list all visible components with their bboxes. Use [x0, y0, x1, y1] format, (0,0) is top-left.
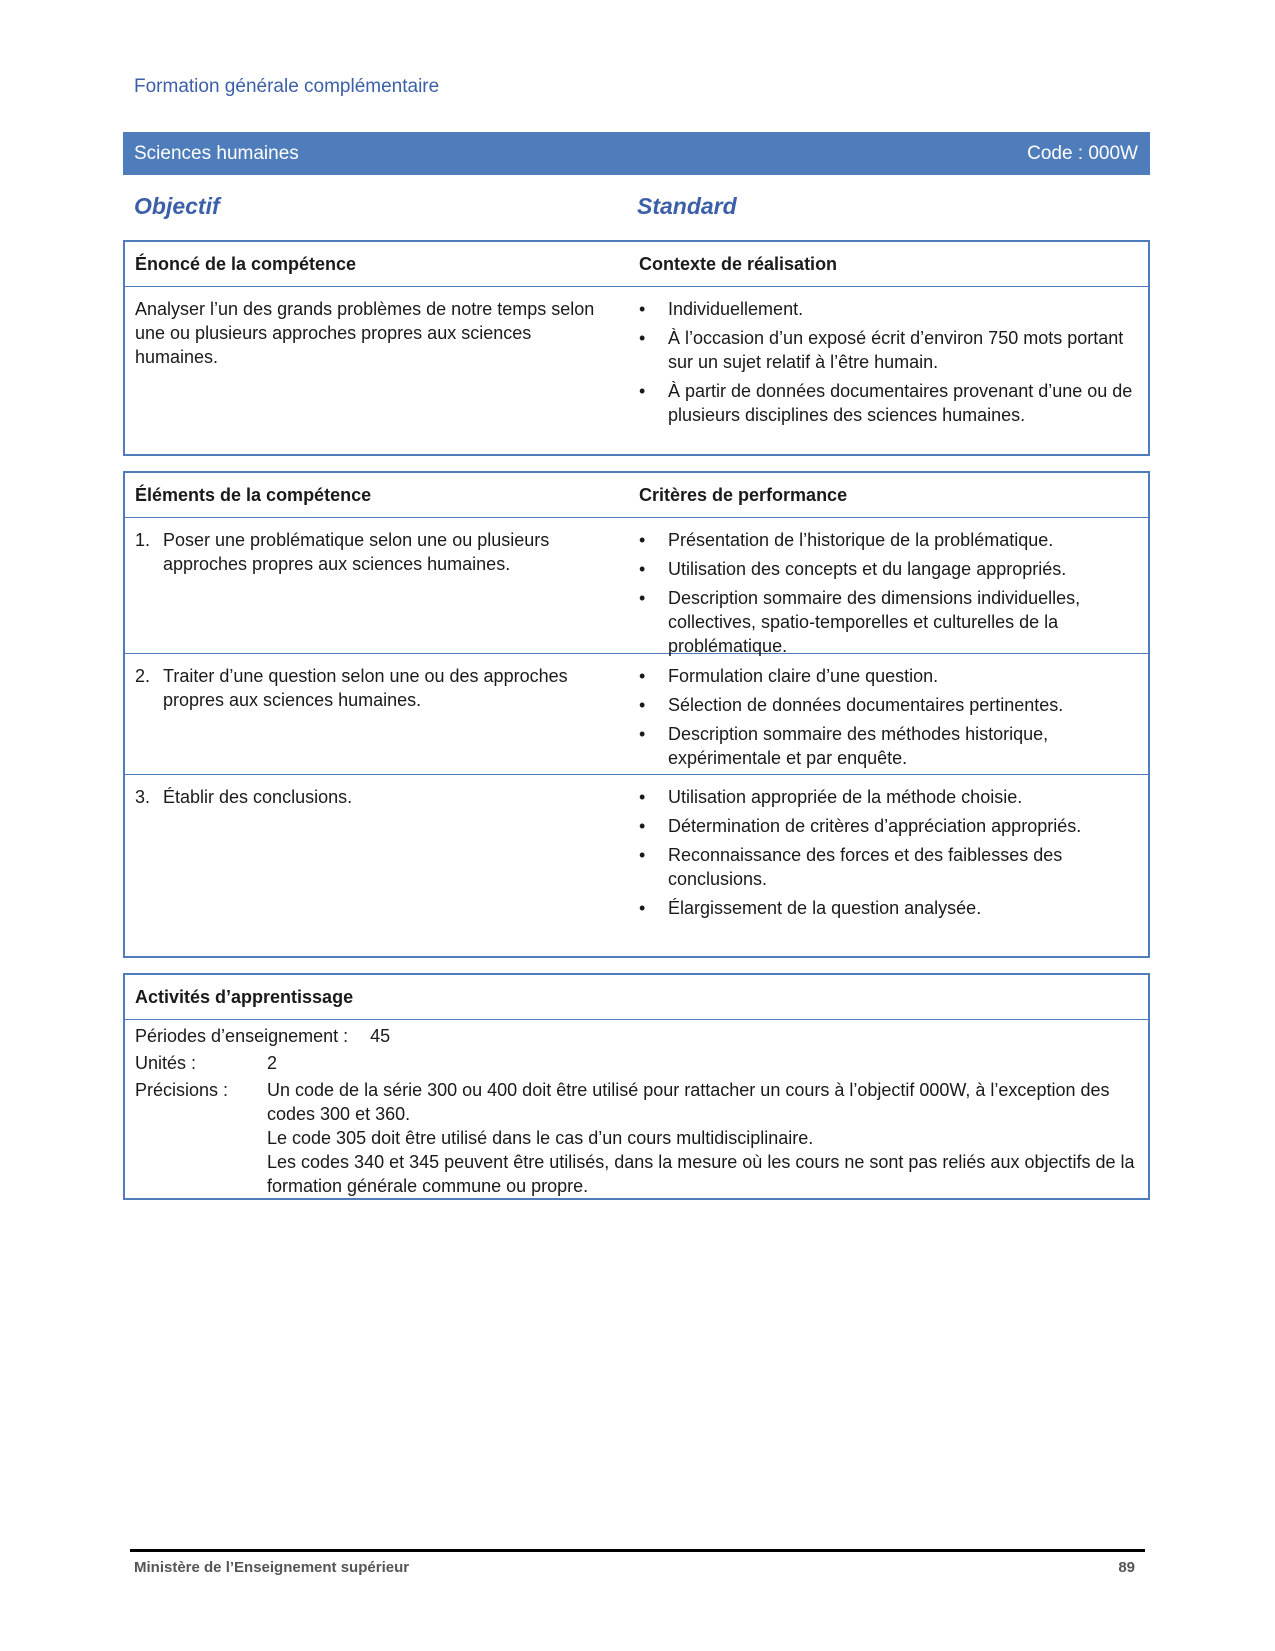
- element-text: 3. Établir des conclusions.: [135, 787, 353, 807]
- discipline-title: Sciences humaines: [134, 142, 299, 164]
- element-row: [125, 654, 1148, 775]
- units-value: 2: [267, 1053, 278, 1073]
- criterion: • Présentation de l’historique de la problématique.: [639, 528, 1136, 552]
- precisions-label: Précisions :: [135, 1080, 229, 1100]
- criteria-heading: Critères de performance: [639, 484, 848, 505]
- periods-value: 45: [370, 1026, 391, 1046]
- criterion: • Détermination de critères d’appréciation appropriés.: [639, 814, 1136, 838]
- element-number: 2.: [135, 666, 151, 686]
- periods-label: Périodes d’enseignement :: [135, 1026, 349, 1046]
- criterion: • Formulation claire d’une question.: [639, 664, 1136, 688]
- competence-row: [125, 287, 1148, 438]
- criterion: • Utilisation appropriée de la méthode choisie.: [639, 785, 1136, 809]
- activities-box-header: [125, 975, 1148, 1020]
- criterion: • Description sommaire des méthodes historique, expérimentale et par enquête.: [639, 722, 1136, 770]
- footer-ministry: Ministère de l’Enseignement supérieur: [134, 1559, 410, 1576]
- precision-text: Les codes 340 et 345 peuvent être utilisés, dans la mesure où les cours ne sont pas reliés aux objectifs de la formation générale commune ou propre.: [267, 1152, 1135, 1196]
- periods-line: [125, 1024, 1148, 1048]
- precision-text: Un code de la série 300 ou 400 doit être utilisé pour rattacher un cours à l’objectif 000W, à l’exception des codes 300 et 360.: [267, 1080, 1110, 1124]
- element-text: 1. Poser une problématique selon une ou plusieurs approches propres aux sciences humaines.: [135, 530, 550, 574]
- discipline-band: [123, 132, 1150, 175]
- context-list: [639, 297, 1136, 427]
- elements-box-header: [125, 473, 1148, 518]
- units-label: Unités :: [135, 1053, 197, 1073]
- program-title: Formation générale complémentaire: [134, 76, 440, 97]
- element-number: 3.: [135, 787, 151, 807]
- element-number: 1.: [135, 530, 151, 550]
- competence-heading: Énoncé de la compétence: [135, 253, 357, 274]
- course-code: Code : 000W: [1027, 142, 1138, 164]
- criteria-list: [639, 664, 1136, 770]
- criterion: • Reconnaissance des forces et des faiblesses des conclusions.: [639, 843, 1136, 891]
- context-item: • À l’occasion d’un exposé écrit d’environ 750 mots portant sur un sujet relatif à l’être humain.: [639, 326, 1136, 374]
- context-heading: Contexte de réalisation: [639, 253, 838, 274]
- footer-rule: [130, 1549, 1145, 1552]
- standard-heading: Standard: [637, 193, 737, 219]
- element-row: [125, 518, 1148, 654]
- criteria-list: [639, 785, 1136, 920]
- context-item: • À partir de données documentaires provenant d’une ou de plusieurs disciplines des sciences humaines.: [639, 379, 1136, 427]
- criterion: • Sélection de données documentaires pertinentes.: [639, 693, 1136, 717]
- precision-text: Le code 305 doit être utilisé dans le cas d’un cours multidisciplinaire.: [267, 1128, 814, 1148]
- precisions-line: [125, 1078, 1148, 1198]
- competence-statement: Analyser l’un des grands problèmes de notre temps selon une ou plusieurs approches propres aux sciences humaines.: [135, 299, 595, 367]
- activities-heading: Activités d’apprentissage: [135, 986, 354, 1007]
- elements-box: [123, 471, 1150, 958]
- elements-heading: Éléments de la compétence: [135, 484, 372, 505]
- competence-box-header: [125, 242, 1148, 287]
- activities-box: [123, 973, 1150, 1200]
- criterion: • Élargissement de la question analysée.: [639, 896, 1136, 920]
- units-line: [125, 1051, 1148, 1075]
- element-text: 2. Traiter d’une question selon une ou des approches propres aux sciences humaines.: [135, 666, 568, 710]
- page-number: 89: [1118, 1559, 1135, 1576]
- element-row: [125, 775, 1148, 931]
- competence-box: [123, 240, 1150, 456]
- criterion: • Description sommaire des dimensions individuelles, collectives, spatio-temporelles et culturelles de la problématique.: [639, 586, 1136, 658]
- criterion: • Utilisation des concepts et du langage appropriés.: [639, 557, 1136, 581]
- context-item: • Individuellement.: [639, 297, 1136, 321]
- criteria-list: [639, 528, 1136, 658]
- objective-heading: Objectif: [134, 193, 220, 219]
